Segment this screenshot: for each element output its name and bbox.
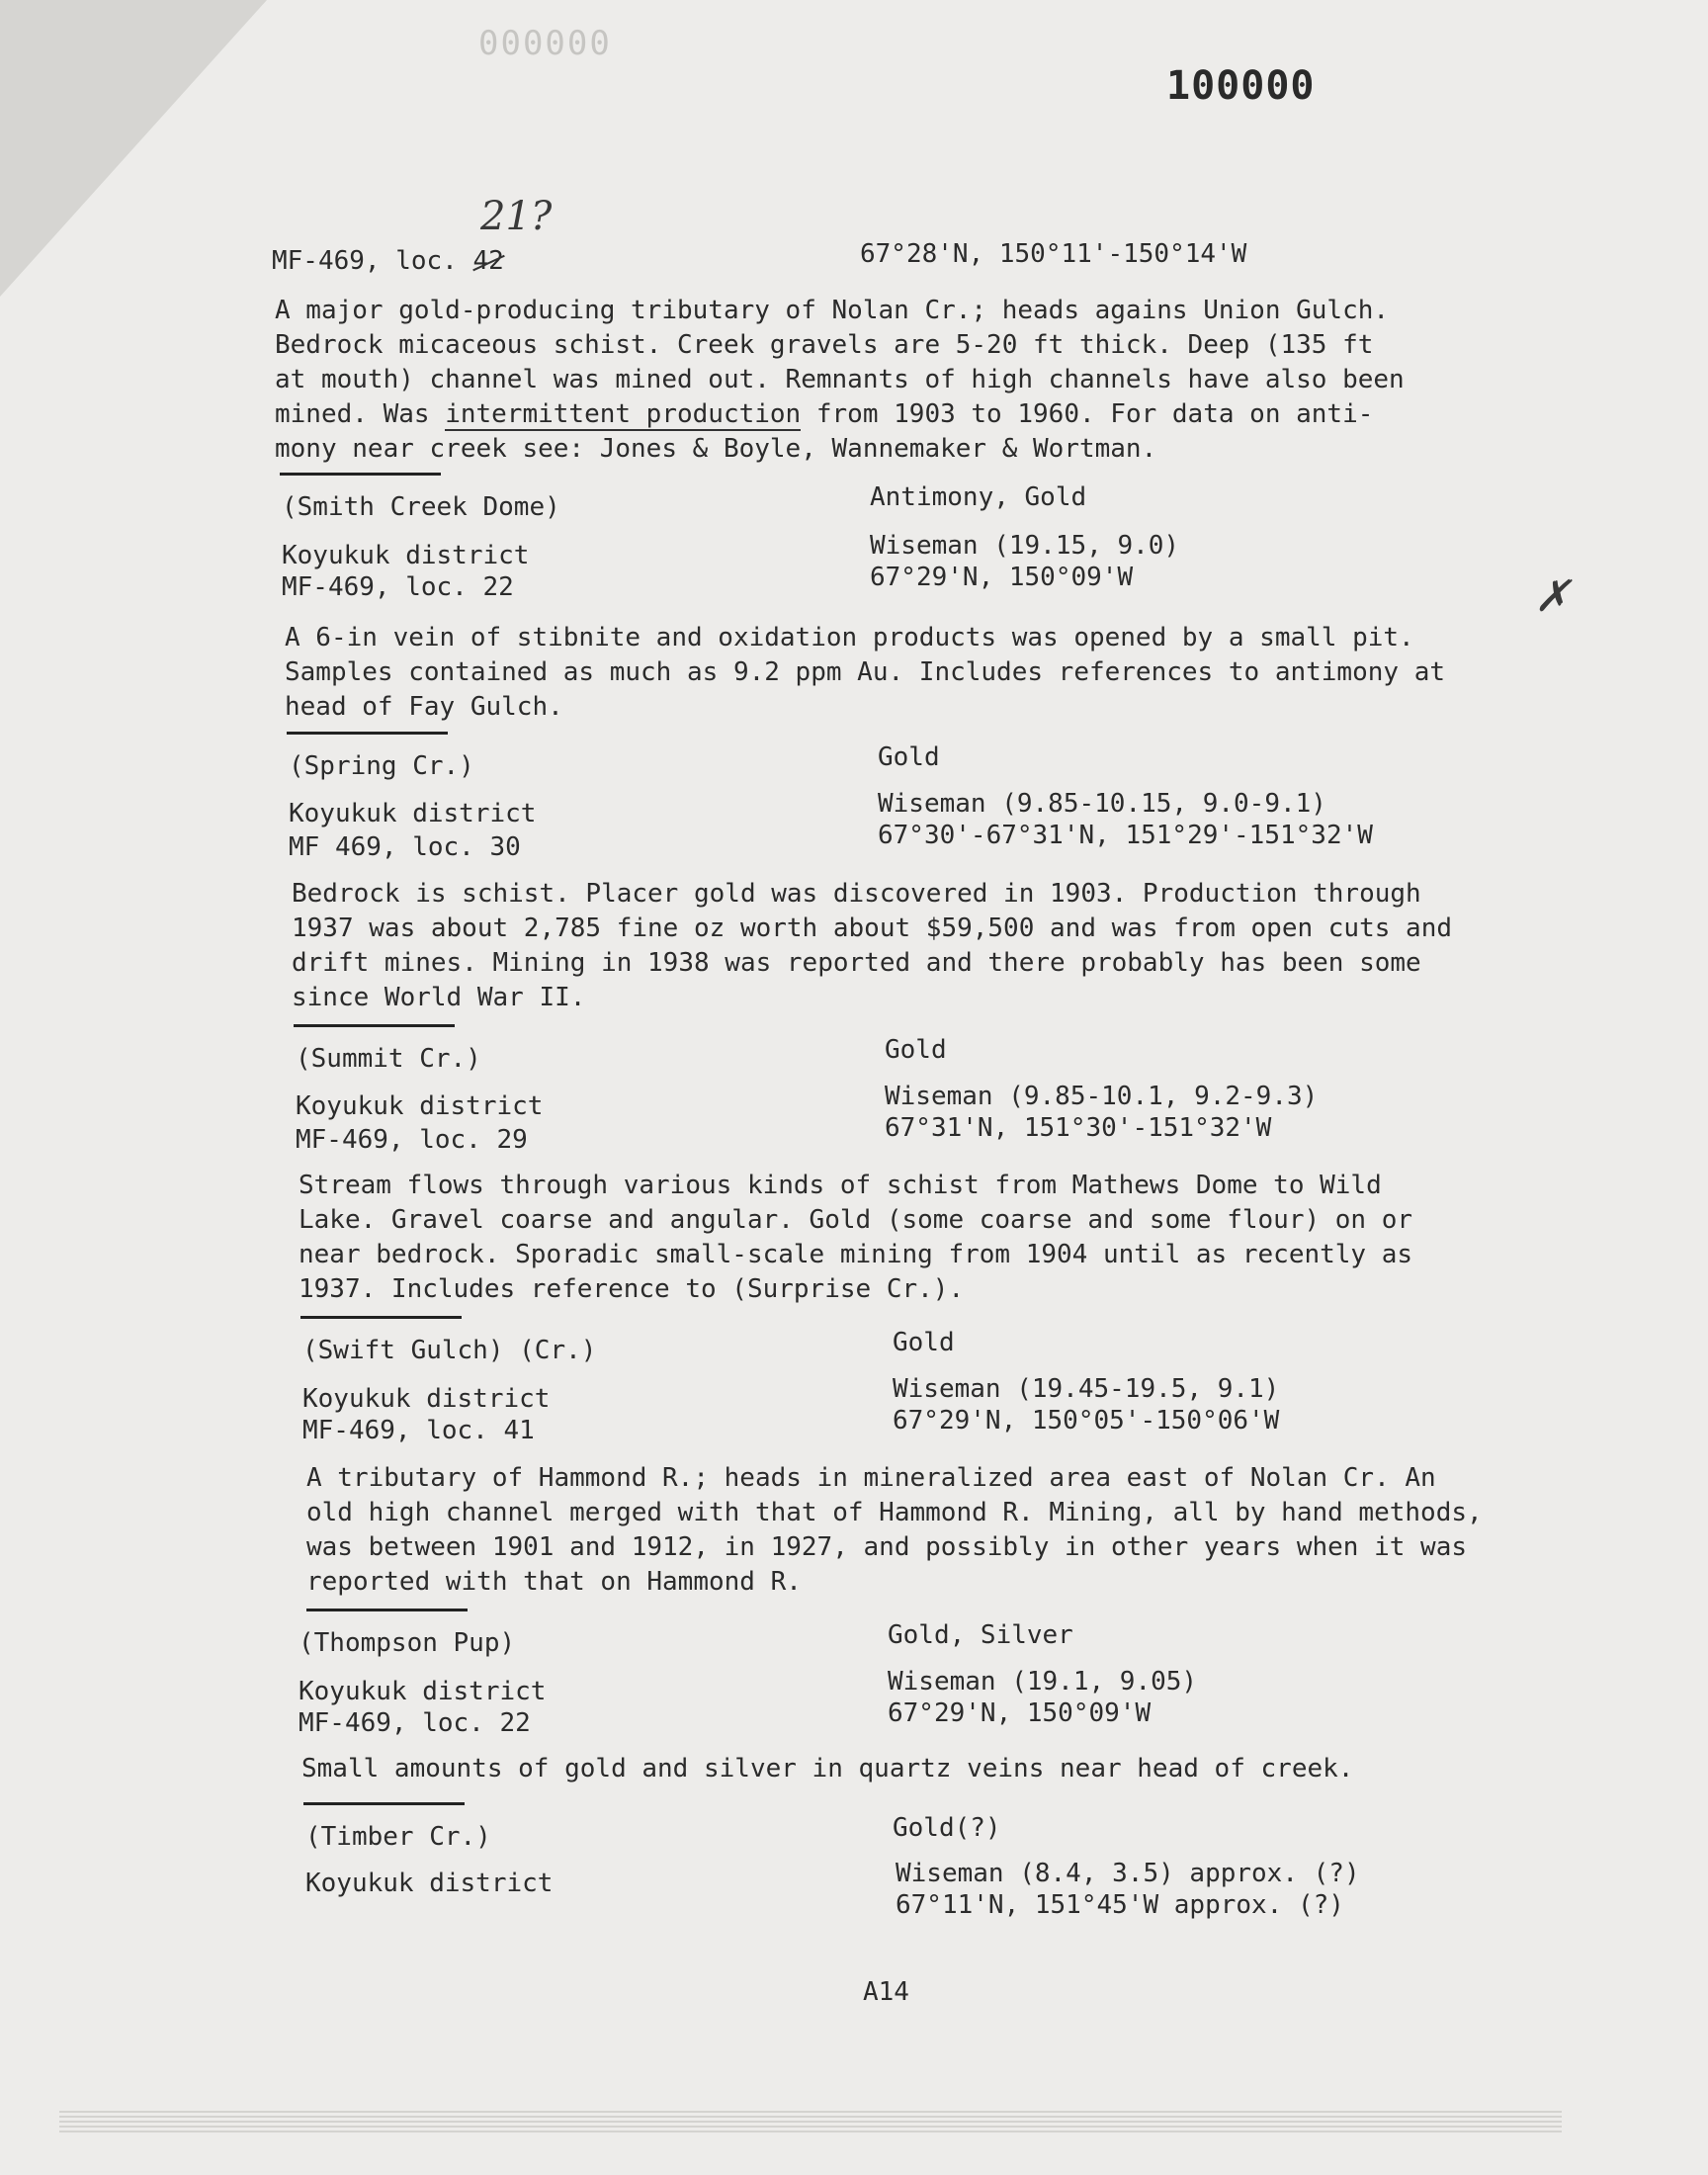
entry-coords: 67°29'N, 150°05'-150°06'W	[893, 1406, 1280, 1436]
desc-line: Samples contained as much as 9.2 ppm Au. Includes references to antimony at	[285, 657, 1445, 687]
entry-quad: Wiseman (9.85-10.1, 9.2-9.3)	[885, 1082, 1319, 1111]
desc-line: at mouth) channel was mined out. Remnants of high channels have also been	[275, 365, 1405, 394]
entry-quad: Wiseman (19.15, 9.0)	[870, 531, 1180, 561]
desc-line: A 6-in vein of stibnite and oxidation products was opened by a small pit.	[285, 623, 1414, 652]
desc-line: Stream flows through various kinds of schist from Mathews Dome to Wild	[299, 1171, 1382, 1200]
entry-district: Koyukuk district	[282, 541, 530, 570]
desc-line: Bedrock is schist. Placer gold was discovered in 1903. Production through	[292, 879, 1421, 909]
entry-description	[299, 1169, 1412, 1307]
entry-name: (Swift Gulch) (Cr.)	[302, 1336, 597, 1365]
top-entry-coords: 67°28'N, 150°11'-150°14'W	[860, 239, 1247, 269]
desc-line: mony near creek see: Jones & Boyle, Wannemaker & Wortman.	[275, 434, 1157, 464]
entry-quad: Wiseman (19.45-19.5, 9.1)	[893, 1374, 1280, 1404]
handwritten-loc-correction: 21?	[480, 194, 553, 239]
desc-line: near bedrock. Sporadic small-scale mining from 1904 until as recently as	[299, 1240, 1413, 1269]
entry-map-ref: MF-469, loc. 41	[302, 1416, 535, 1445]
folded-corner	[0, 0, 267, 297]
desc-line: old high channel merged with that of Hammond R. Mining, all by hand methods,	[306, 1498, 1483, 1527]
desc-line: since World War II.	[292, 983, 586, 1012]
entry-name: (Timber Cr.)	[305, 1822, 491, 1852]
entry-district: Koyukuk district	[302, 1384, 551, 1414]
entry-separator	[300, 1316, 462, 1319]
top-entry-struck-loc: 42	[472, 246, 504, 276]
entry-separator	[287, 732, 448, 735]
entry-district: Koyukuk district	[299, 1677, 547, 1706]
top-entry-map-ref: MF-469, loc.	[272, 246, 458, 276]
entry-district: Koyukuk district	[305, 1869, 554, 1898]
entry-separator	[303, 1802, 465, 1805]
entry-commodity: Antimony, Gold	[870, 482, 1087, 512]
faded-stamp-number: 000000	[478, 24, 612, 63]
desc-line: was between 1901 and 1912, in 1927, and possibly in other years when it was	[306, 1532, 1467, 1562]
underlined-phrase: intermittent production	[445, 399, 802, 429]
entry-name: (Summit Cr.)	[296, 1044, 481, 1074]
desc-line: A major gold-producing tributary of Nolan Cr.; heads agains Union Gulch.	[275, 296, 1390, 325]
entry-quad: Wiseman (9.85-10.15, 9.0-9.1)	[878, 789, 1326, 819]
page-number: A14	[863, 1977, 909, 2007]
desc-line: Small amounts of gold and silver in quartz veins near head of creek.	[301, 1754, 1354, 1784]
entry-separator	[294, 1024, 455, 1027]
stamp-number: 100000	[1166, 63, 1316, 109]
entry-coords: 67°29'N, 150°09'W	[888, 1698, 1152, 1728]
entry-name: (Thompson Pup)	[299, 1628, 516, 1658]
desc-line: Bedrock micaceous schist. Creek gravels are 5-20 ft thick. Deep (135 ft	[275, 330, 1374, 360]
desc-line: mined. Was intermittent production from 1903 to 1960. For data on anti-	[275, 399, 1374, 429]
desc-line: Lake. Gravel coarse and angular. Gold (some coarse and some flour) on or	[299, 1205, 1413, 1235]
desc-line: 1937. Includes reference to (Surprise Cr.).	[299, 1274, 965, 1304]
entry-coords: 67°11'N, 151°45'W approx. (?)	[896, 1890, 1344, 1920]
entry-description	[285, 621, 1445, 725]
entry-commodity: Gold	[885, 1035, 947, 1065]
entry-commodity: Gold	[893, 1328, 955, 1357]
entry-map-ref: MF-469, loc. 22	[282, 572, 514, 602]
entry-name: (Spring Cr.)	[289, 751, 474, 781]
entry-coords: 67°29'N, 150°09'W	[870, 563, 1134, 592]
entry-district: Koyukuk district	[289, 799, 537, 828]
page-edge-shadow	[59, 2111, 1562, 2132]
top-entry-description	[275, 294, 1405, 467]
entry-description	[292, 877, 1452, 1015]
entry-map-ref: MF-469, loc. 29	[296, 1125, 528, 1155]
entry-map-ref: MF 469, loc. 30	[289, 832, 521, 862]
entry-commodity: Gold	[878, 742, 940, 772]
entry-district: Koyukuk district	[296, 1091, 544, 1121]
entry-coords: 67°31'N, 151°30'-151°32'W	[885, 1113, 1272, 1143]
entry-map-ref: MF-469, loc. 22	[299, 1708, 531, 1738]
desc-line: A tributary of Hammond R.; heads in mineralized area east of Nolan Cr. An	[306, 1463, 1436, 1493]
entry-commodity: Gold(?)	[893, 1813, 1001, 1843]
entry-name: (Smith Creek Dome)	[282, 492, 560, 522]
entry-description	[306, 1461, 1483, 1600]
entry-separator	[306, 1609, 468, 1611]
top-entry-header	[272, 244, 504, 279]
entry-quad: Wiseman (19.1, 9.05)	[888, 1667, 1198, 1696]
entry-description	[301, 1752, 1353, 1786]
desc-line: reported with that on Hammond R.	[306, 1567, 802, 1597]
desc-line: head of Fay Gulch.	[285, 692, 563, 722]
entry-coords: 67°30'-67°31'N, 151°29'-151°32'W	[878, 821, 1373, 850]
handwritten-check-mark: ✗	[1534, 571, 1571, 622]
entry-quad: Wiseman (8.4, 3.5) approx. (?)	[896, 1859, 1360, 1888]
entry-separator	[280, 473, 441, 476]
entry-commodity: Gold, Silver	[888, 1620, 1073, 1650]
desc-line: 1937 was about 2,785 fine oz worth about $59,500 and was from open cuts and	[292, 914, 1452, 943]
desc-line: drift mines. Mining in 1938 was reported and there probably has been some	[292, 948, 1421, 978]
